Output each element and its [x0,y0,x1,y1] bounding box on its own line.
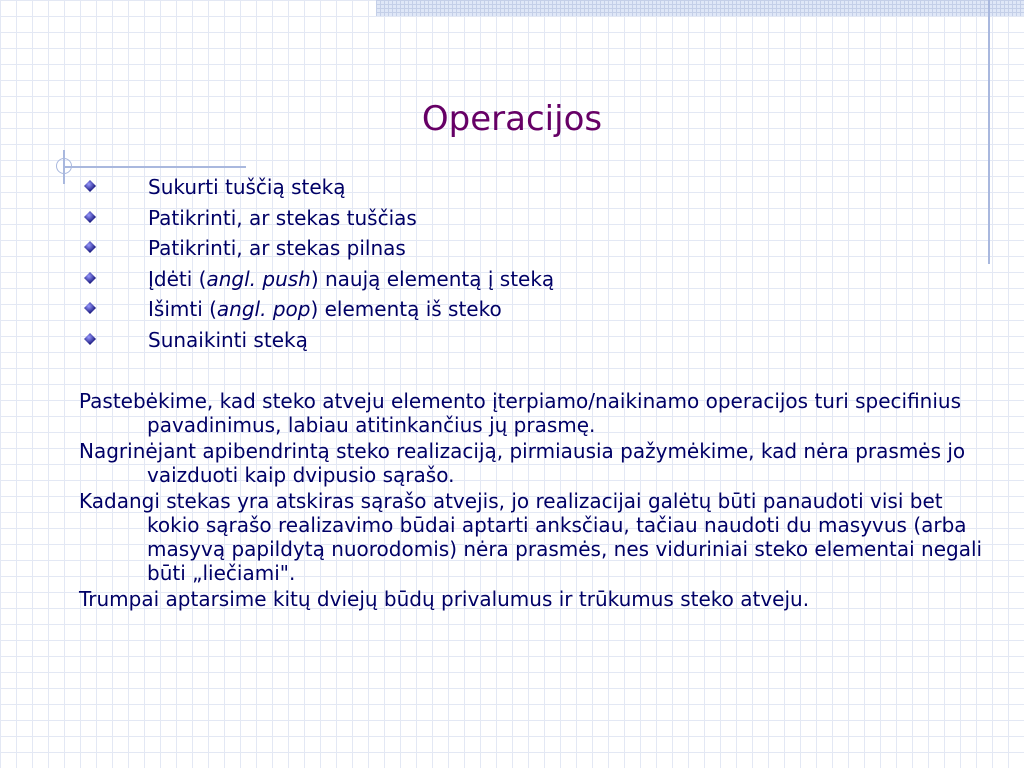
bullet-text: Sunaikinti steką [148,327,308,352]
diamond-bullet-icon [84,333,96,345]
bullet-text: Patikrinti, ar stekas pilnas [148,236,406,260]
diamond-bullet-icon [84,241,96,253]
paragraph: Pastebėkime, kad steko atveju elemento įterpiamo/naikinamo operacijos turi specifinius pavadinimus, labiau atitinkančius jų prasmę. [79,389,962,437]
slide-title: Operacijos [421,99,603,139]
paragraph: Kadangi stekas yra atskiras sąrašo atvejis, jo realizacijai galėtų būti panaudoti visi bet kokio sąrašo realizavimo būdai aptarti anksčiau, tačiau naudoti du masyvus (arba masyvą papildytą nuorodomis) nėra prasmės, nes viduriniai steko elementai negali būti „liečiami". [79,489,983,585]
bullet-text: Sukurti tuščią steką [148,175,346,199]
diamond-bullet-icon [84,211,96,223]
paragraph: Nagrinėjant apibendrintą steko realizaciją, pirmiausia pažymėkime, kad nėra prasmės jo vaizduoti kaip dvipusio sąrašo. [79,439,966,487]
paragraph: Trumpai aptarsime kitų dviejų būdų privalumus ir trūkumus steko atveju. [79,587,810,611]
body-paragraphs [79,389,984,613]
diamond-bullet-icon [84,180,96,192]
title-decor-rule [64,166,246,168]
bullet-text: Įdėti (angl. push) naują elementą į steką [148,266,555,291]
bullet-text: Patikrinti, ar stekas tuščias [148,205,417,230]
top-decor-band [376,0,1024,16]
diamond-bullet-icon [84,302,96,314]
title-decor-circle [56,158,72,174]
diamond-bullet-icon [84,272,96,284]
bullet-text: Išimti (angl. pop) elementą iš steko [148,297,502,321]
